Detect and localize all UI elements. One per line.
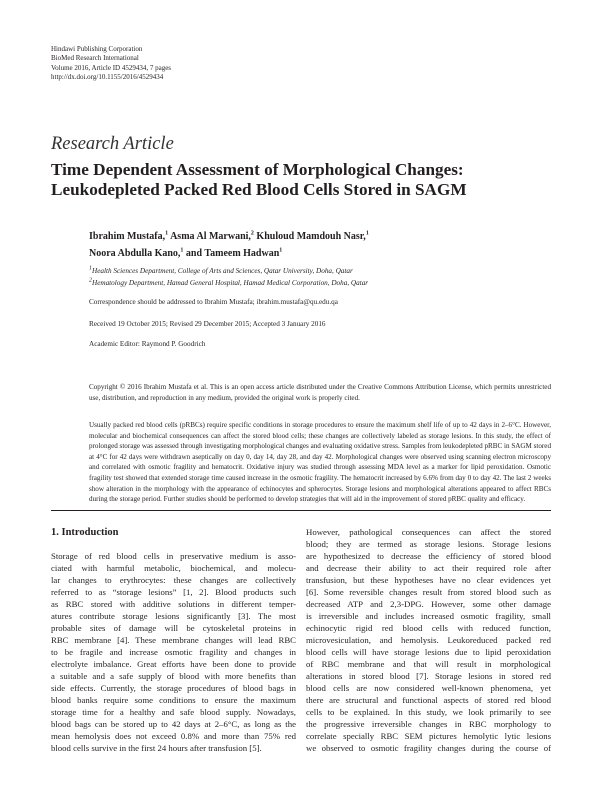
article-type: Research Article — [51, 134, 174, 154]
body-text-line: blood cells are now considered well-known phenomena, yet — [306, 683, 551, 693]
body-text-line: to be fragile and increase osmotic fragility and changes in — [51, 647, 296, 657]
body-text-line: lar changes to erythrocytes: these changes are collectively — [51, 575, 296, 585]
author-affiliation-mark: 1 — [365, 230, 369, 237]
author-affiliation-mark: 1 — [180, 247, 184, 254]
body-text-line: electrolyte imbalance. Great efforts have been done to provide — [51, 659, 296, 669]
intro-column-right — [306, 526, 551, 754]
body-text-line: a suitable and a safe supply of blood with more benefits than — [51, 671, 296, 681]
affiliation — [89, 278, 368, 289]
body-text-line: blood; they are termed as storage lesions. Storage lesions — [306, 539, 551, 549]
body-text-line: of RBC membrane and that will result in morphological — [306, 659, 551, 669]
body-text-line: RBC membrane [4]. These membrane changes will lead RBC — [51, 635, 296, 645]
body-text-line: is irreversible and includes increased osmotic fragility, small — [306, 611, 551, 621]
body-text-line: as RBC stored with additive solutions in different temper- — [51, 599, 296, 609]
intro-column-left — [51, 550, 296, 754]
body-text-line: and decrease their ability to act their required role after — [306, 563, 551, 573]
paper-title — [51, 160, 571, 199]
doi-link[interactable]: http://dx.doi.org/10.1155/2016/4529434 — [51, 72, 164, 81]
affiliation — [89, 266, 353, 277]
body-text-line: the progressive irreversible changes in RBC morphology to — [306, 719, 551, 729]
body-text-line: Storage of red blood cells in preservative medium is asso- — [51, 551, 296, 561]
body-text-line: referred to as “storage lesions” [1, 2]. Blood products such — [51, 587, 296, 597]
abstract: Usually packed red blood cells (pRBCs) require specific conditions in storage procedures to ensure the maximum shelf life of up to 42 days in 2–6°C. However, molecular and biochemical consequences can affect the stored blood cells; these changes are collectively labeled as storage lesions. In this study, the effect of prolonged storage was assessed through investigating morphological changes and evaluating oxidative stress. Samples from leukodepleted pRBC in SAGM stored at 4°C for 42 days were withdrawn aseptically on day 0, day 14, day 28, and day 42. Morphological changes were observed using scanning electron microscopy and correlated with osmotic fragility and hematocrit. Oxidative injury was studied through assessing MDA level as a marker for lipid peroxidation. Osmotic fragility test showed that extended storage time caused increase in the osmotic fragility. The hematocrit increased by 6.6% from day 0 to day 42. The last 2 weeks show alteration in the morphology with the appearance of echinocytes and spherocytes. Storage lesions and morphological alterations appeared to affect RBCs during the storage period. Further studies should be performed to develop strategies that will aid in the improvement of stored pRBC quality and efficacy. — [89, 421, 551, 504]
author-list — [89, 228, 509, 262]
affiliation-text: Hematology Department, Hamad General Hospital, Hamad Medical Corporation, Doha, Qatar — [92, 279, 369, 287]
body-text-line: transfusion, but these hypotheses have no clear evidences yet — [306, 575, 551, 585]
body-text-line: echinocytic rigid red blood cells with reduced function, — [306, 623, 551, 633]
author-name: and Tameem Hadwan — [185, 248, 280, 259]
author-name: Khuloud Mamdouh Nasr, — [256, 231, 366, 242]
body-text-line: atures contribute storage lesions significantly [3]. The most — [51, 611, 296, 621]
author-line — [89, 245, 509, 262]
body-text-line: cells to be explained. In this study, we look primarily to see — [306, 707, 551, 717]
section-divider — [51, 510, 551, 511]
affiliation-text: Health Sciences Department, College of Arts and Sciences, Qatar University, Doha, Qatar — [92, 267, 353, 275]
section-heading: 1. Introduction — [51, 527, 119, 538]
body-text-line: alterations in stored blood [7]. Storage lesions in stored red — [306, 671, 551, 681]
author-affiliation-mark: 2 — [250, 230, 254, 237]
body-text-line: side effects. Currently, the storage procedures of blood bags in — [51, 683, 296, 693]
body-text-line: microvesiculation, and hemolysis. Leukoreduced packed red — [306, 635, 551, 645]
author-name: Noora Abdulla Kano, — [89, 248, 181, 259]
body-text-line: blood cells survive in the first 24 hours after transfusion [5]. — [51, 743, 262, 753]
body-text-line: we observed to osmotic fragility changes during the course of — [306, 743, 551, 753]
received-dates: Received 19 October 2015; Revised 29 December 2015; Accepted 3 January 2016 — [89, 320, 326, 328]
body-text-line: are hypothesized to decrease the efficiency of stored blood — [306, 551, 551, 561]
volume-info: Volume 2016, Article ID 4529434, 7 pages — [51, 63, 172, 72]
body-text-line: However, pathological consequences can affect the stored — [306, 527, 551, 537]
body-text-line: storage time for a healthy and safe blood supply. Nowadays, — [51, 707, 296, 717]
body-text-line: ciated with harmful metabolic, biochemical, and molecu- — [51, 563, 296, 573]
body-text-line: blood banks require some conditions to ensure the maximum — [51, 695, 296, 705]
body-text-line: decreased ATP and 2,3-DPG. However, some other damage — [306, 599, 551, 609]
author-name: Asma Al Marwani, — [170, 231, 251, 242]
author-line — [89, 228, 509, 245]
publication-info — [51, 45, 171, 82]
affiliation-mark: 2 — [89, 277, 92, 284]
author-affiliation-mark: 1 — [165, 230, 169, 237]
title-line: Time Dependent Assessment of Morphological Changes: — [51, 160, 464, 179]
publisher-name: Hindawi Publishing Corporation — [51, 45, 143, 53]
copyright-notice: Copyright © 2016 Ibrahim Mustafa et al. This is an open access article distributed under the Creative Commons Attribution License, which permits unrestricted use, distribution, and reproduction in any medium, provided the original work is properly cited. — [89, 383, 551, 402]
body-text-line: correlate specially RBC SEM pictures hemolytic lytic lesions — [306, 731, 551, 741]
affiliation-mark: 1 — [89, 265, 92, 272]
title-line: Leukodepleted Packed Red Blood Cells Stored in SAGM — [51, 179, 467, 199]
journal-name: BioMed Research International — [51, 54, 139, 63]
author-affiliation-mark: 1 — [279, 247, 283, 254]
body-text-line: mean hemolysis does not exceed 0.8% and more than 75% red — [51, 731, 296, 741]
academic-editor: Academic Editor: Raymond P. Goodrich — [89, 340, 206, 348]
body-text-line: blood bags can be stored up to 42 days at 2–6°C, as long as the — [51, 719, 296, 729]
body-text-line: probable sites of damage will be cytoskeletal proteins in — [51, 623, 296, 633]
author-name: Ibrahim Mustafa, — [89, 231, 166, 242]
correspondence: Correspondence should be addressed to Ibrahim Mustafa; ibrahim.mustafa@qu.edu.qa — [89, 298, 338, 306]
body-text-line: there are structural and functional aspects of stored red blood — [306, 695, 551, 705]
body-text-line: [6]. Some reversible changes result from stored blood such as — [306, 587, 551, 597]
body-text-line: blood cells will have storage lesions due to lipid peroxidation — [306, 647, 551, 657]
